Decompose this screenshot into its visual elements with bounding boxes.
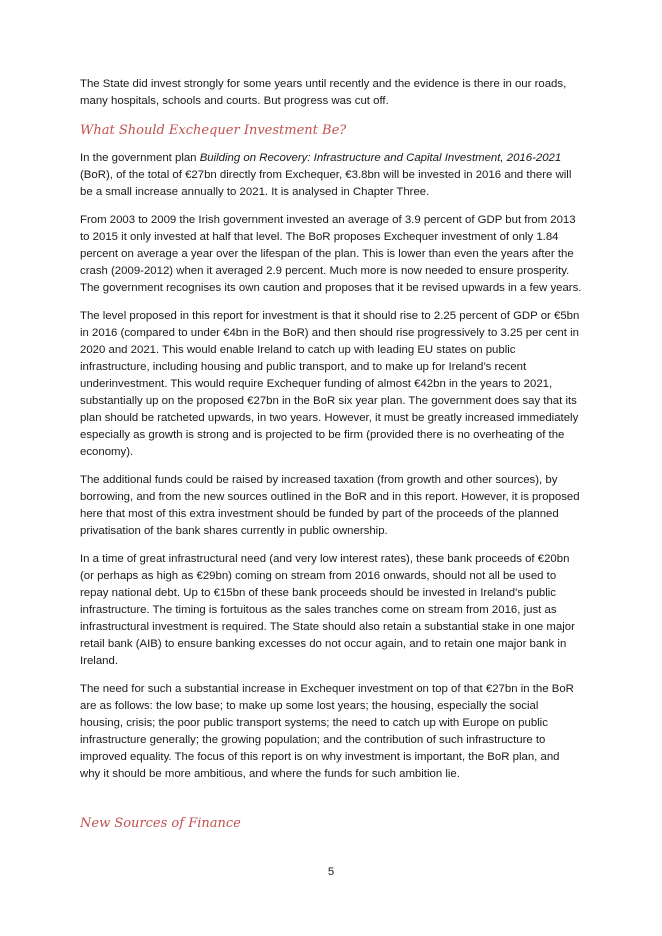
plan-title: Building on Recovery: Infrastructure and Capital Investment, 2016-2021 [199, 152, 562, 164]
paragraph-gdp-investment: From 2003 to 2009 the Irish government invested an average of 3.9 percent of GDP but from 2013 to 2015 it only invested at half that level. The BoR proposes Exchequer investment of only 1.84 percent on average a year over the lifespan of the plan. This is lower than even the years after the crash (2009-2012) when it averaged 2.9 percent. Much more is now needed to ensure prosperity. The government recognises its own caution and proposes that it be revised upwards in a few years. [80, 214, 582, 294]
document-body [80, 76, 582, 794]
paragraph-intro: The State did invest strongly for some years until recently and the evidence is there in our roads, many hospitals, schools and courts. But progress was cut off. [80, 78, 567, 107]
plan-text-before: In the government plan [80, 152, 200, 164]
paragraph-government-plan [80, 150, 582, 201]
paragraph-additional-funds: The additional funds could be raised by increased taxation (from growth and other sources), by borrowing, and from the new sources outlined in the BoR and in this report. However, it is proposed here that most of this extra investment should be funded by part of the proceeds of the planned privatisation of the bank shares currently in public ownership. [80, 474, 580, 537]
paragraph-bank-proceeds: In a time of great infrastructural need (and very low interest rates), these bank proceeds of €20bn (or perhaps as high as €29bn) coming on stream from 2016 onwards, should not all be used to repay national debt. Up to €15bn of these bank proceeds should be invested in Ireland’s public infrastructure. The timing is fortuitous as the sales tranches come on stream from 2016, just as infrastructural investment is required. The State should also retain a substantial stake in one major retail bank (AIB) to ensure banking excesses do not occur again, and to retain one major bank in Ireland. [80, 553, 575, 667]
paragraph-need-for-increase: The need for such a substantial increase in Exchequer investment on top of that €27bn in the BoR are as follows: the low base; to make up some lost years; the housing, especially the social housing, crisis; the poor public transport systems; the need to catch up with Europe on public infrastructure generally; the growing population; and the contribution of such infrastructure to improved equality. The focus of this report is on why investment is important, the BoR plan, and why it should be more ambitious, and where the funds for such ambition lie. [80, 683, 574, 780]
heading-new-sources-of-finance: New Sources of Finance [80, 816, 241, 831]
paragraph-proposed-level: The level proposed in this report for investment is that it should rise to 2.25 percent of GDP or €5bn in 2016 (compared to under €4bn in the BoR) and then should rise progressively to 3.25 per cent in 2020 and 2021. This would enable Ireland to catch up with leading EU states on public infrastructure, including housing and public transport, and to make up for Ireland’s recent underinvestment. This would require Exchequer funding of almost €42bn in the years to 2021, substantially up on the proposed €27bn in the BoR six year plan. The government does say that its plan should be ratcheted upwards, in two years. However, it must be greatly increased immediately especially as growth is strong and is projected to be firm (provided there is no overheating of the economy). [80, 310, 580, 458]
plan-text-after: (BoR), of the total of €27bn directly from Exchequer, €3.8bn will be invested in 2016 and there will be a small increase annually to 2021. It is analysed in Chapter Three. [80, 169, 572, 198]
page-number: 5 [327, 866, 335, 878]
heading-exchequer-investment: What Should Exchequer Investment Be? [80, 123, 347, 138]
